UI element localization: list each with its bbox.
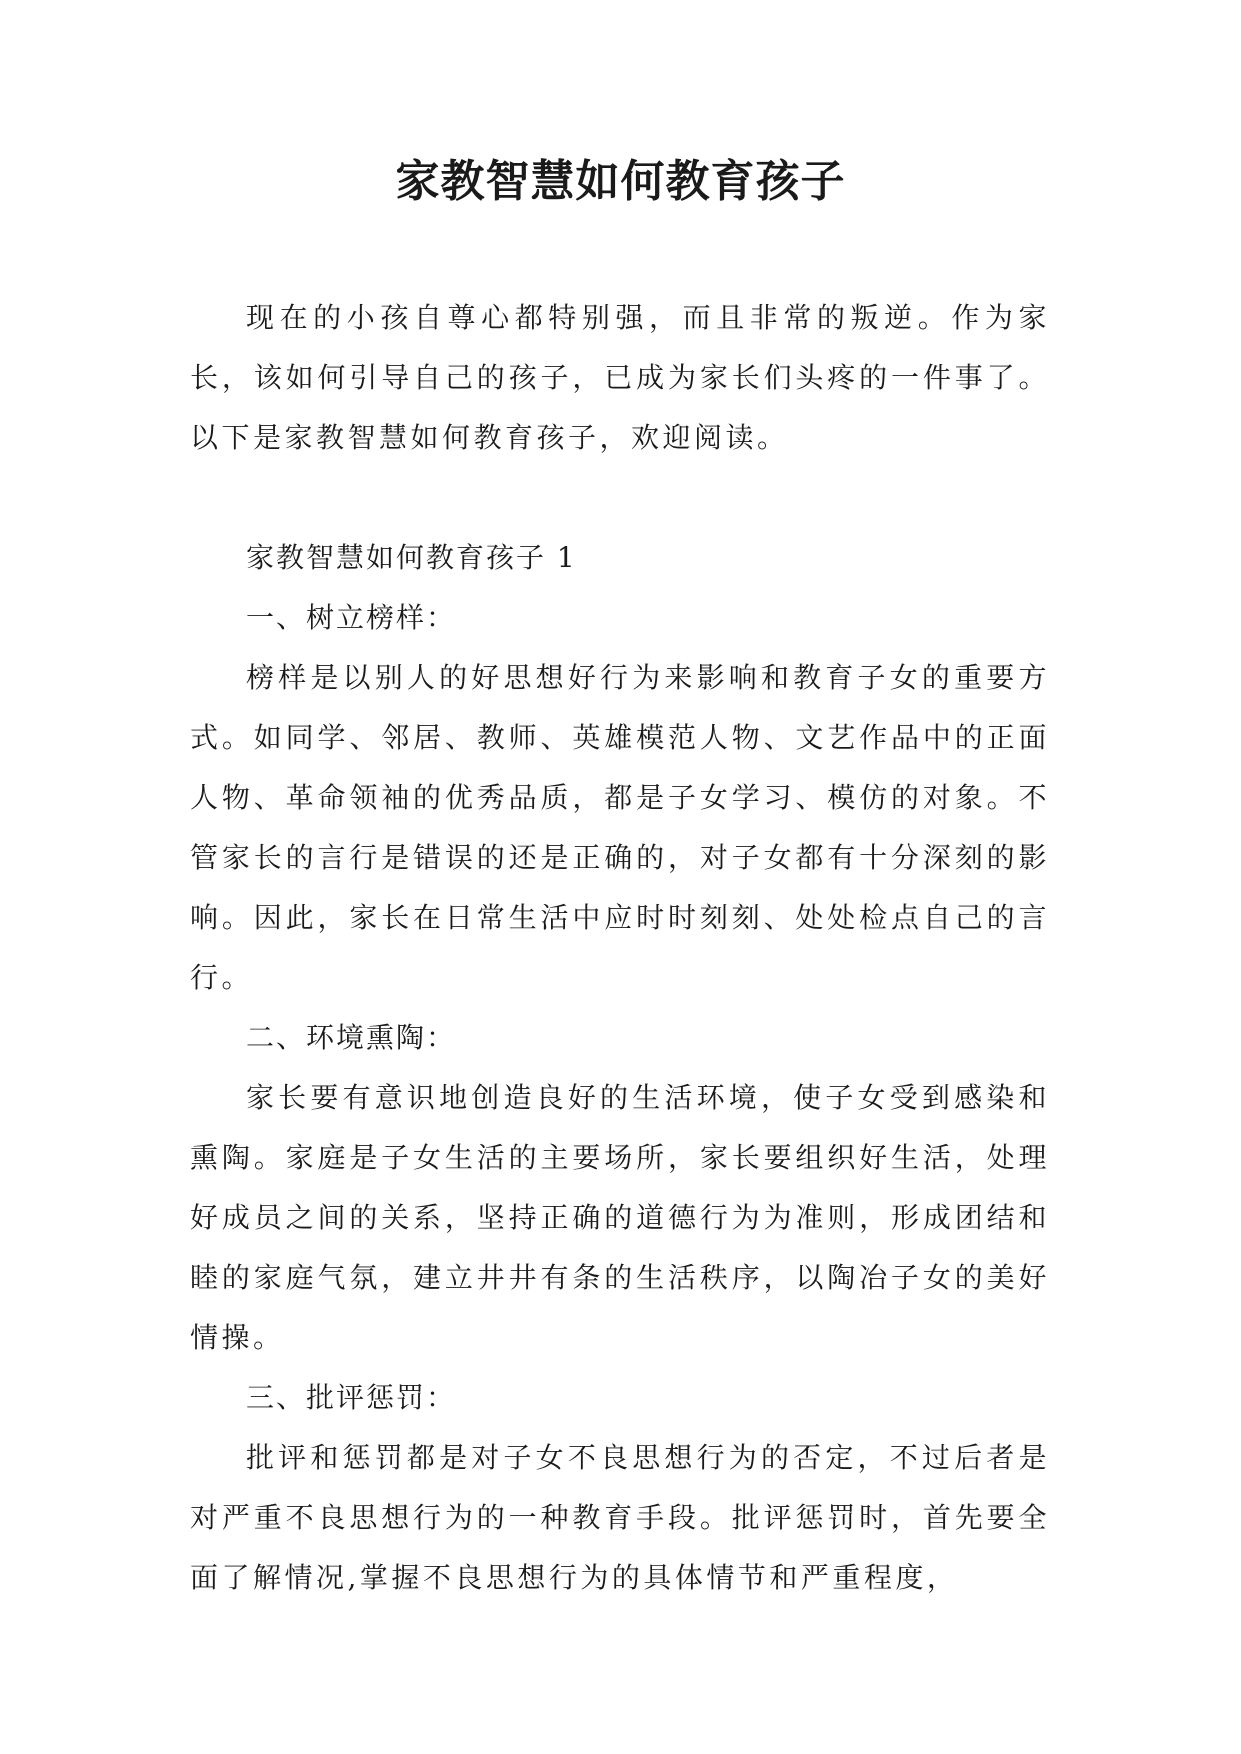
section-heading-2: 二、环境熏陶：: [246, 1021, 457, 1054]
section-title: 家教智慧如何教育孩子 1: [246, 541, 577, 574]
section-body-2: 家长要有意识地创造良好的生活环境，使子女受到感染和熏陶。家庭是子女生活的主要场所，家长要组织好生活，处理好成员之间的关系，坚持正确的道德行为为准则，形成团结和睦的家庭气氛，建立井井有条的生活秩序，以陶冶子女的美好情操。: [190, 1081, 1050, 1354]
section-heading-1: 一、树立榜样：: [246, 601, 457, 634]
intro-paragraph: 现在的小孩自尊心都特别强，而且非常的叛逆。作为家长，该如何引导自己的孩子，已成为家长们头疼的一件事了。以下是家教智慧如何教育孩子，欢迎阅读。: [190, 301, 1050, 454]
paragraph-spacer: [190, 468, 1050, 528]
document-title: 家教智慧如何教育孩子: [395, 156, 846, 207]
section-heading-3: 三、批评惩罚：: [246, 1381, 457, 1414]
document-body: [190, 288, 1050, 1608]
section-body-3: 批评和惩罚都是对子女不良思想行为的否定，不过后者是对严重不良思想行为的一种教育手段。批评惩罚时，首先要全面了解情况,掌握不良思想行为的具体情节和严重程度，: [190, 1441, 1050, 1594]
section-body-1: 榜样是以别人的好思想好行为来影响和教育子女的重要方式。如同学、邻居、教师、英雄模范人物、文艺作品中的正面人物、革命领袖的优秀品质，都是子女学习、模仿的对象。不管家长的言行是错误的还是正确的，对子女都有十分深刻的影响。因此，家长在日常生活中应时时刻刻、处处检点自己的言行。: [190, 661, 1050, 994]
